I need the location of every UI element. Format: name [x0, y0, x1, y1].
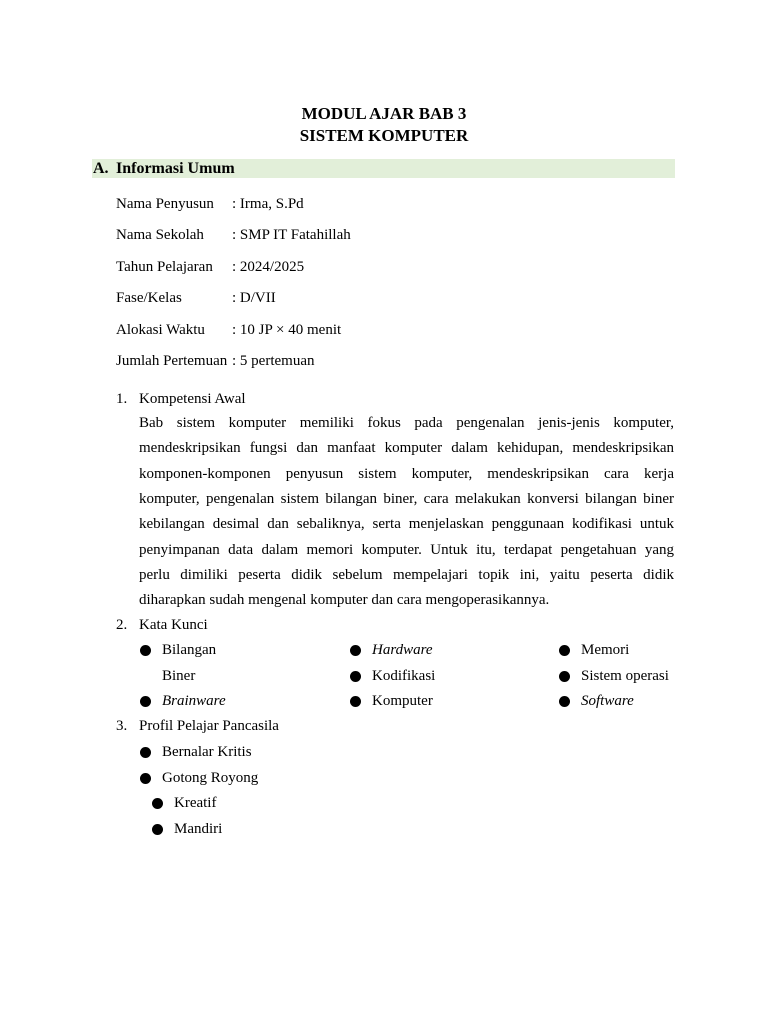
bullet-icon	[140, 645, 151, 656]
bullet-icon	[350, 645, 361, 656]
bullet-icon	[140, 747, 151, 758]
bullet-icon	[140, 696, 151, 707]
item-title-kompetensi-awal: Kompetensi Awal	[139, 391, 246, 407]
profile-bernalar-kritis: Bernalar Kritis	[162, 744, 252, 760]
paragraph-line: mendeskripsikan fungsi dan manfaat komputer dalam kehidupan, mendeskripsikan	[139, 440, 674, 456]
paragraph-line: kebilangan desimal dan sebaliknya, serta menjelaskan penggunaan kodifikasi untuk	[139, 516, 674, 532]
list-number: 1.	[116, 391, 128, 407]
paragraph-line: Bab sistem komputer memiliki fokus pada pengenalan jenis-jenis komputer,	[139, 415, 674, 431]
bullet-icon	[350, 671, 361, 682]
profile-mandiri: Mandiri	[174, 821, 223, 837]
info-value: : SMP IT Fatahillah	[232, 227, 351, 243]
bullet-icon	[559, 696, 570, 707]
paragraph-line: komputer, pengenalan sistem bilangan biner, cara melakukan konversi bilangan biner	[139, 491, 674, 507]
info-value: : D/VII	[232, 290, 276, 306]
item-title-kata-kunci: Kata Kunci	[139, 617, 208, 633]
keyword-kodifikasi: Kodifikasi	[372, 668, 436, 684]
item-title-profil-pelajar-pancasila: Profil Pelajar Pancasila	[139, 718, 279, 734]
bullet-icon	[152, 824, 163, 835]
info-label: Tahun Pelajaran	[116, 259, 213, 275]
keyword-biner: Biner	[162, 668, 196, 684]
keyword-software: Software	[581, 693, 634, 709]
profile-kreatif: Kreatif	[174, 795, 217, 811]
info-value: : 10 JP × 40 menit	[232, 322, 342, 338]
section-title: Informasi Umum	[116, 160, 235, 177]
section-letter: A.	[93, 160, 109, 177]
keyword-brainware: Brainware	[162, 693, 226, 709]
keyword-sistem-operasi: Sistem operasi	[581, 668, 669, 684]
info-value: : 5 pertemuan	[232, 353, 315, 369]
info-label: Jumlah Pertemuan	[116, 353, 228, 369]
info-label: Nama Penyusun	[116, 196, 214, 212]
paragraph-line: diharapkan sudah mengenal komputer dan cara mengoperasikannya.	[139, 592, 550, 608]
paragraph-line: penyimpanan data dalam memori komputer. Untuk itu, terdapat pengetahuan yang	[139, 542, 674, 558]
bullet-icon	[559, 645, 570, 656]
info-label: Alokasi Waktu	[116, 322, 205, 338]
info-label: Fase/Kelas	[116, 290, 182, 306]
info-value: : Irma, S.Pd	[232, 196, 304, 212]
bullet-icon	[350, 696, 361, 707]
section-a-header	[92, 159, 675, 178]
paragraph-line: komponen-komponen penyusun sistem komputer, mendeskripsikan cara kerja	[139, 466, 674, 482]
document-title-line-2: SISTEM KOMPUTER	[299, 126, 469, 145]
list-number: 2.	[116, 617, 128, 633]
bullet-icon	[559, 671, 570, 682]
keyword-memori: Memori	[581, 642, 630, 658]
info-label: Nama Sekolah	[116, 227, 204, 243]
document-title-line-1: MODUL AJAR BAB 3	[301, 104, 467, 123]
bullet-icon	[152, 798, 163, 809]
keyword-bilangan: Bilangan	[162, 642, 217, 658]
keyword-komputer: Komputer	[372, 693, 433, 709]
info-value: : 2024/2025	[232, 259, 305, 275]
list-number: 3.	[116, 718, 128, 734]
bullet-icon	[140, 773, 151, 784]
profile-gotong-royong: Gotong Royong	[162, 770, 259, 786]
paragraph-line: perlu dimiliki peserta didik sebelum mempelajari topik ini, yaitu peserta didik	[139, 567, 674, 583]
keyword-hardware: Hardware	[372, 642, 433, 658]
